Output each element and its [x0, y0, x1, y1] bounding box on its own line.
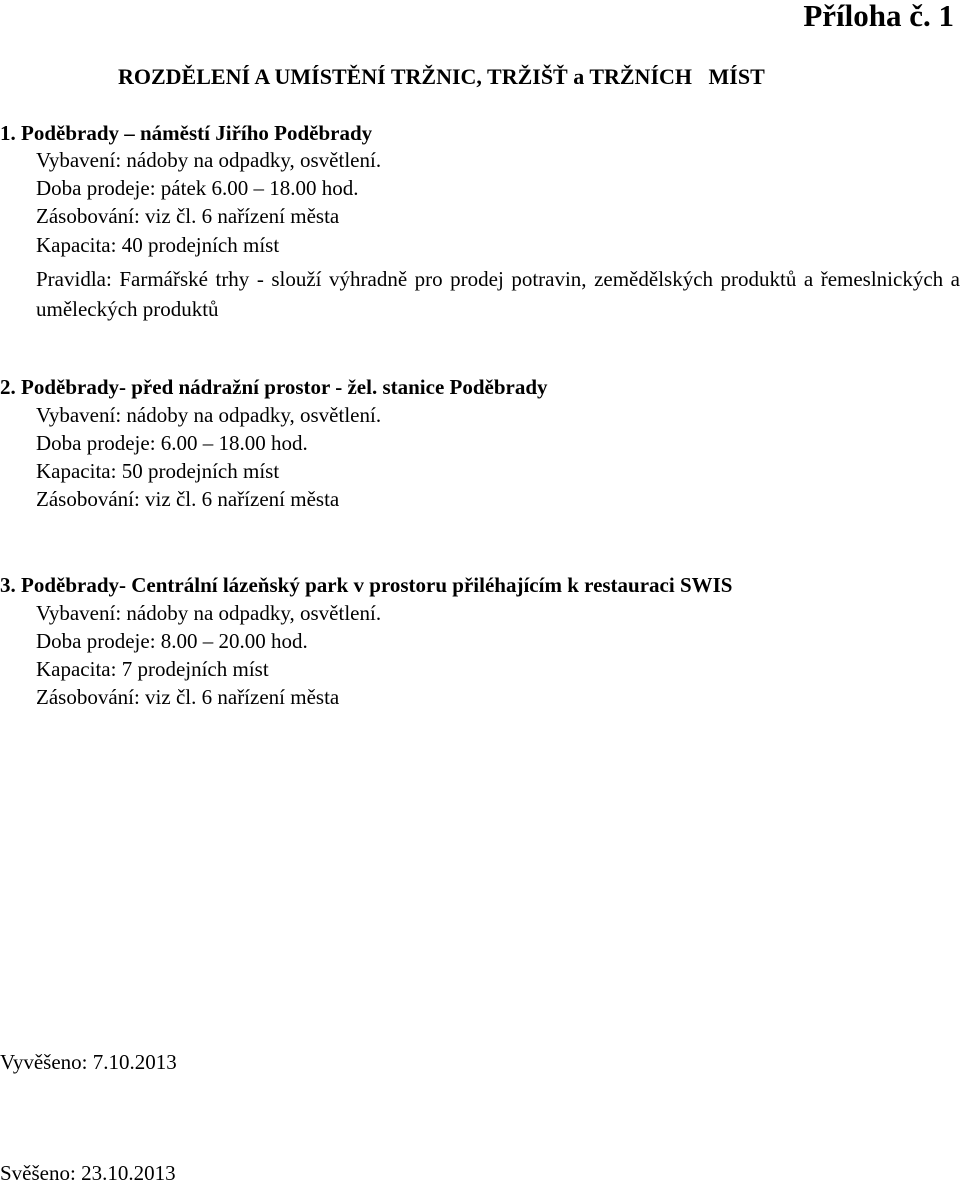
section-3-sale-time: Doba prodeje: 8.00 – 20.00 hod. [36, 629, 308, 653]
section-2-equipment: Vybavení: nádoby na odpadky, osvětlení. [36, 403, 382, 427]
section-3-heading: 3. Poděbrady- Centrální lázeňský park v prostoru přiléhajícím k restauraci SWIS [0, 573, 733, 597]
removed-date: Svěšeno: 23.10.2013 [0, 1161, 176, 1185]
section-3-capacity: Kapacita: 7 prodejních míst [36, 657, 269, 681]
section-1-capacity: Kapacita: 40 prodejních míst [36, 233, 280, 257]
section-2-supply: Zásobování: viz čl. 6 nařízení města [36, 487, 340, 511]
section-1-sale-time: Doba prodeje: pátek 6.00 – 18.00 hod. [36, 176, 359, 200]
section-2-sale-time: Doba prodeje: 6.00 – 18.00 hod. [36, 431, 308, 455]
posted-date: Vyvěšeno: 7.10.2013 [0, 1050, 177, 1074]
section-1-equipment: Vybavení: nádoby na odpadky, osvětlení. [36, 148, 382, 172]
section-1-rules: Pravidla: Farmářské trhy - slouží výhradně pro prodej potravin, zemědělských produktů a řemeslnických a uměleckých produktů [36, 267, 960, 321]
section-1-supply: Zásobování: viz čl. 6 nařízení města [36, 204, 340, 228]
section-3-equipment: Vybavení: nádoby na odpadky, osvětlení. [36, 601, 382, 625]
section-1-heading: 1. Poděbrady – náměstí Jiřího Poděbrady [0, 121, 373, 145]
section-2-capacity: Kapacita: 50 prodejních míst [36, 459, 280, 483]
section-3-supply: Zásobování: viz čl. 6 nařízení města [36, 685, 340, 709]
document-subtitle: ROZDĚLENÍ A UMÍSTĚNÍ TRŽNIC, TRŽIŠŤ a TRŽNÍCH MÍST [118, 64, 765, 89]
section-2-heading: 2. Poděbrady- před nádražní prostor - žel. stanice Poděbrady [0, 375, 548, 399]
document-title: Příloha č. 1 [803, 0, 954, 33]
